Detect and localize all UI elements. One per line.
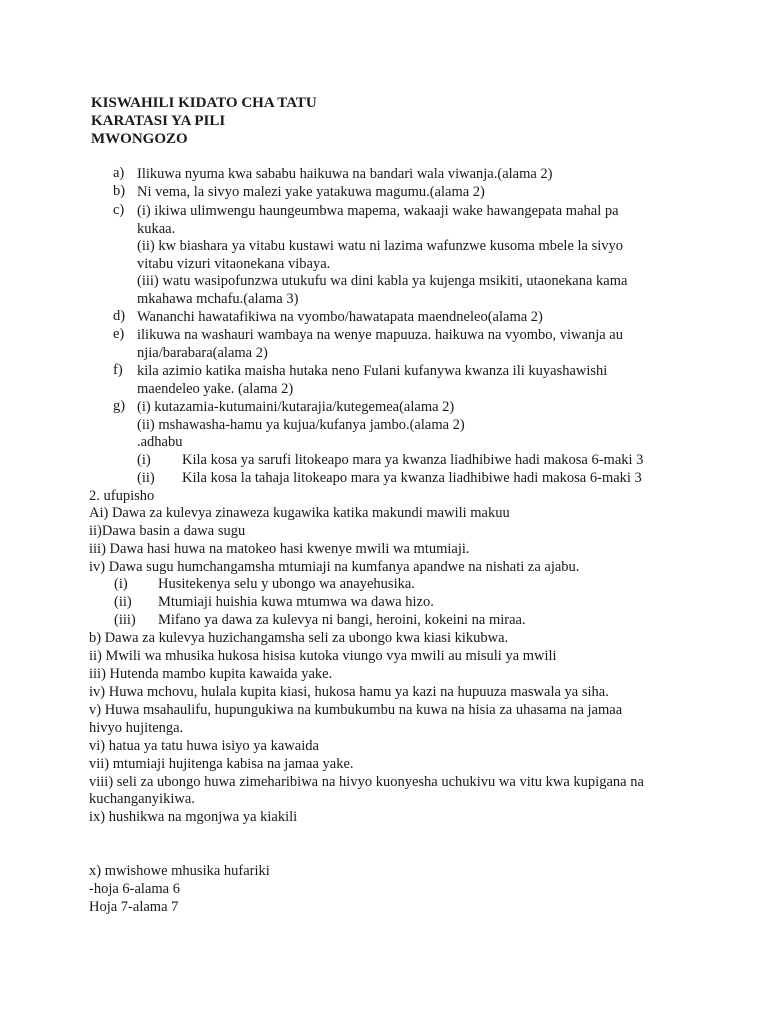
item-c-line: vitabu vizuri vitaonekana vibaya. [137, 256, 331, 272]
summary-line: ii) Mwili wa mhusika hukosa hisisa kutoka viungo vya mwili au misuli ya mwili [89, 648, 557, 664]
marks-line: Hoja 7-alama 7 [89, 899, 179, 915]
summary-line: hivyo hujitenga. [89, 720, 184, 736]
summary-line: Ai) Dawa za kulevya zinaweza kugawika katika makundi mawili makuu [89, 505, 510, 521]
item-c-line: (i) ikiwa ulimwengu haungeumbwa mapema, wakaaji wake hawangepata mahal pa [137, 203, 619, 219]
sub-item-text: Husitekenya selu y ubongo wa anayehusika. [158, 576, 415, 592]
penalty-text: Kila kosa la tahaja litokeapo mara ya kwanza liadhibiwe hadi makosa 6-maki 3 [182, 470, 642, 486]
sub-item-text: Mtumiaji huishia kuwa mtumwa wa dawa hizo. [158, 594, 434, 610]
item-f-marker: f) [113, 362, 123, 378]
item-f-line: maendeleo yake. (alama 2) [137, 381, 294, 397]
item-a-marker: a) [113, 165, 125, 181]
item-c-line: (iii) watu wasipofunzwa utukufu wa dini kabla ya kujenga msikiti, utaonekana kama [137, 273, 628, 289]
penalty-marker: (ii) [137, 470, 155, 486]
title-line-3: MWONGOZO [91, 131, 188, 147]
document-title [91, 94, 317, 148]
item-c-marker: c) [113, 202, 125, 218]
sub-item-text: Mifano ya dawa za kulevya ni bangi, heroini, kokeini na miraa. [158, 612, 526, 628]
sub-item-marker: (ii) [114, 594, 132, 610]
sub-item-marker: (i) [114, 576, 128, 592]
title-line-2: KARATASI YA PILI [91, 113, 226, 129]
item-f-line: kila azimio katika maisha hutaka neno Fulani kufanywa kwanza ili kuyashawishi [137, 363, 608, 379]
item-d-text: Wananchi hawatafikiwa na vyombo/hawatapata maendneleo(alama 2) [137, 309, 543, 325]
item-e-line: njia/barabara(alama 2) [137, 345, 268, 361]
item-b-text: Ni vema, la sivyo malezi yake yatakuwa magumu.(alama 2) [137, 184, 485, 200]
summary-line: vii) mtumiaji hujitenga kabisa na jamaa yake. [89, 756, 354, 772]
item-c-line: (ii) kw biashara ya vitabu kustawi watu ni lazima wafunzwe kusoma mbele la sivyo [137, 238, 624, 254]
item-e-line: ilikuwa na washauri wambaya na wenye mapuuza. haikuwa na vyombo, viwanja au [137, 327, 623, 343]
item-a-text: Ilikuwa nyuma kwa sababu haikuwa na bandari wala viwanja.(alama 2) [137, 166, 553, 182]
marks-line: -hoja 6-alama 6 [89, 881, 180, 897]
penalty-marker: (i) [137, 452, 151, 468]
summary-line: ii)Dawa basin a dawa sugu [89, 523, 246, 539]
summary-line: ix) hushikwa na mgonjwa ya kiakili [89, 809, 298, 825]
item-g-line: (ii) mshawasha-hamu ya kujua/kufanya jambo.(alama 2) [137, 417, 465, 433]
summary-line: v) Huwa msahaulifu, hupungukiwa na kumbukumbu na kuwa na hisia za uhasama na jamaa [89, 702, 623, 718]
summary-line: x) mwishowe mhusika hufariki [89, 863, 270, 879]
item-c-line: mkahawa mchafu.(alama 3) [137, 291, 299, 307]
item-g-line: (i) kutazamia-kutumaini/kutarajia/kutegemea(alama 2) [137, 399, 455, 415]
item-d-marker: d) [113, 308, 126, 324]
penalty-text: Kila kosa ya sarufi litokeapo mara ya kwanza liadhibiwe hadi makosa 6-maki 3 [182, 452, 644, 468]
summary-line: iii) Dawa hasi huwa na matokeo hasi kwenye mwili wa mtumiaji. [89, 541, 470, 557]
item-g-marker: g) [113, 398, 126, 414]
section2-heading: 2. ufupisho [89, 488, 155, 504]
item-e-marker: e) [113, 326, 125, 342]
title-line-1: KISWAHILI KIDATO CHA TATU [91, 95, 317, 111]
summary-line: kuchanganyikiwa. [89, 791, 195, 807]
sub-item-marker: (iii) [114, 612, 136, 628]
summary-line: viii) seli za ubongo huwa zimeharibiwa na hivyo kuonyesha uchukivu wa vitu kwa kupigana na [89, 774, 644, 790]
summary-line: vi) hatua ya tatu huwa isiyo ya kawaida [89, 738, 319, 754]
item-g-line: .adhabu [137, 434, 183, 450]
summary-line: b) Dawa za kulevya huzichangamsha seli za ubongo kwa kiasi kikubwa. [89, 630, 509, 646]
summary-line: iv) Dawa sugu humchangamsha mtumiaji na kumfanya apandwe na nishati za ajabu. [89, 559, 580, 575]
item-c-line: kukaa. [137, 221, 176, 237]
summary-line: iii) Hutenda mambo kupita kawaida yake. [89, 666, 333, 682]
summary-line: iv) Huwa mchovu, hulala kupita kiasi, hukosa hamu ya kazi na hupuuza maswala ya siha. [89, 684, 609, 700]
item-b-marker: b) [113, 183, 126, 199]
